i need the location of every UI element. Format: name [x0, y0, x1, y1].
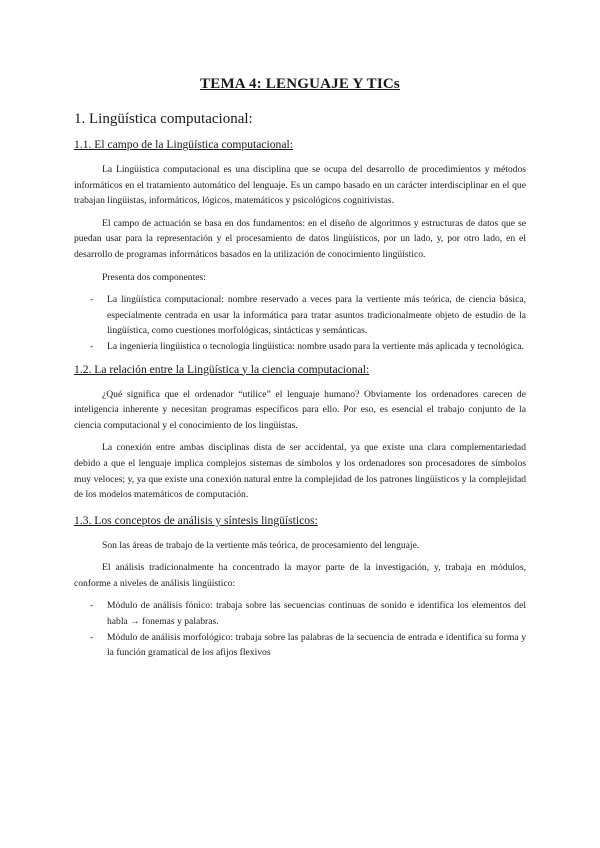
section-1-1-paragraph-1: La Lingüística computacional es una disciplina que se ocupa del desarrollo de procedimientos y métodos informáticos en el tratamiento automático del lenguaje. Es un campo basado en un carácter interdisciplinar en el que trabajan lingüistas, informáticos, lógicos, matemáticos y psicológicos cognitivistas.: [74, 164, 526, 207]
section-1-1-paragraph-3: Presenta dos componentes:: [102, 271, 206, 283]
components-list: [74, 292, 526, 354]
section-1-3-heading: 1.3. Los conceptos de análisis y síntesis lingüísticos:: [74, 513, 318, 527]
list-item: - Módulo de análisis fónico: trabaja sobre las secuencias continuas de sonido e identifica los elementos del habla → fonemas y palabras.: [90, 598, 526, 629]
section-1-1-heading: 1.1. El campo de la Lingüística computacional:: [74, 138, 293, 151]
section-1-2-paragraph-1: ¿Qué significa que el ordenador “utilice” el lenguaje humano? Obviamente los ordenadores carecen de inteligencia inherente y necesitan programas específicos para ello. Por eso, es esencial el trabajo conjunto de la ciencia computacional y el conocimiento de los lingüistas.: [74, 388, 526, 431]
section-1-1-paragraph-2: El campo de actuación se basa en dos fundamentos: en el diseño de algoritmos y estructuras de datos que se puedan usar para la representación y el procesamiento de datos lingüísticos, por un lado, y, por otro lado, en el desarrollo de programas informáticos basados en la utilización de conocimiento lingüístico.: [74, 217, 526, 260]
section-1-2-paragraph-2: La conexión entre ambas disciplinas dista de ser accidental, ya que existe una clara complementariedad debido a que el lenguaje implica complejos sistemas de símbolos y los ordenadores son procesadores de símbolos muy veloces; y, ya que existe una conexión natural entre la complejidad de los patrones lingüísticos y la complejidad de los modelos matemáticos de computación.: [74, 442, 526, 501]
section-1-2-heading: 1.2. La relación entre la Lingüística y la ciencia computacional:: [74, 362, 370, 376]
list-item: - Módulo de análisis morfológico: trabaja sobre las palabras de la secuencia de entrada e identifica su forma y la función gramatical de los afijos flexivos: [90, 630, 526, 661]
section-1-3-paragraph-2: El análisis tradicionalmente ha concentrado la mayor parte de la investigación, y, trabaja en módulos, conforme a niveles de análisis lingüístico:: [74, 562, 526, 589]
list-item: - La ingeniería lingüística o tecnología lingüística: nombre usado para la vertiente más aplicada y tecnológica.: [90, 339, 526, 355]
section-1-heading: 1. Lingüística computacional:: [74, 111, 253, 127]
section-1-3-paragraph-1: Son las áreas de trabajo de la vertiente más teórica, de procesamiento del lenguaje.: [102, 539, 420, 551]
list-item: - La lingüística computacional: nombre reservado a veces para la vertiente más teórica, de ciencia básica, especialmente centrada en usar la informática para tratar asuntos tradicionalmente objeto de estudio de la lingüística, como cuestiones morfológicas, sintácticas y semánticas.: [90, 292, 526, 339]
document-title: TEMA 4: LENGUAJE Y TICs: [200, 76, 400, 92]
analysis-modules-list: [74, 598, 526, 660]
